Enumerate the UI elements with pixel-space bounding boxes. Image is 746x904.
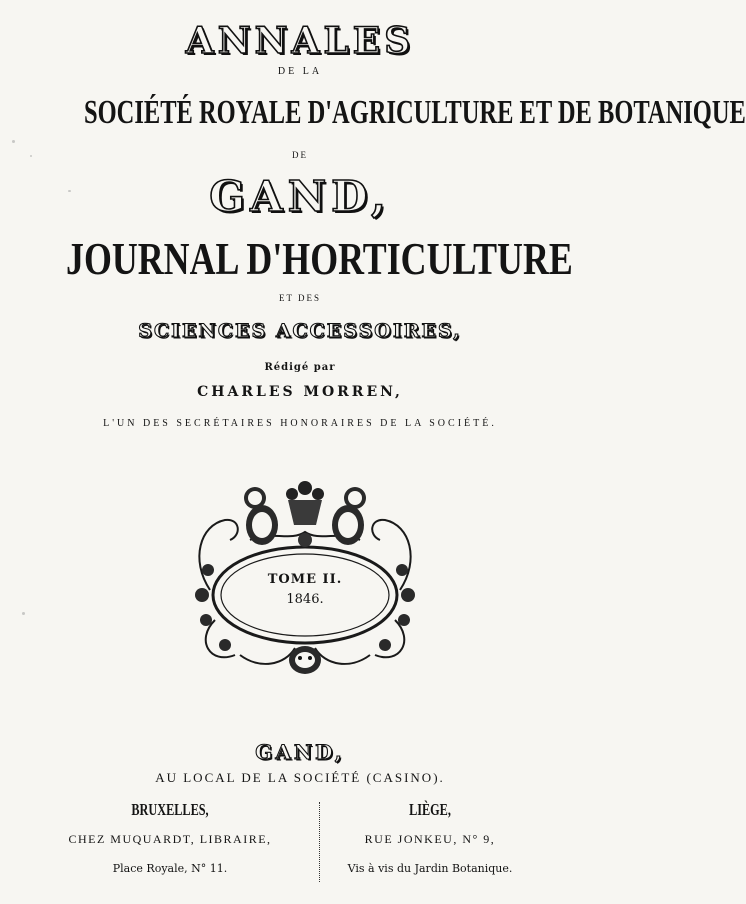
imprint-city: GAND, [255, 740, 345, 764]
redige-par: Rédigé par [264, 362, 336, 373]
bruxelles-city: BRUXELLES, [131, 800, 209, 819]
title-gand: GAND, [209, 172, 391, 221]
bruxelles-publisher: CHEZ MUQUARDT, LIBRAIRE, [68, 832, 272, 846]
tome-year: 1846. [286, 592, 324, 607]
title-et-des: ET DES [278, 293, 322, 303]
title-annales: ANNALES [185, 20, 415, 62]
liege-street: RUE JONKEU, N° 9, [364, 832, 496, 846]
paper-speck [68, 190, 71, 192]
liege-address: Vis à vis du Jardin Botanique. [347, 862, 513, 875]
author-role: L'UN DES SECRÉTAIRES HONORAIRES DE LA SOCIÉTÉ. [103, 418, 497, 429]
paper-speck [22, 612, 25, 615]
paper-speck [30, 155, 32, 157]
title-journal: JOURNAL D'HORTICULTURE [66, 233, 573, 284]
title-de: DE [292, 150, 308, 160]
imprint-local: AU LOCAL DE LA SOCIÉTÉ (CASINO). [155, 770, 445, 785]
title-sciences: SCIENCES ACCESSOIRES, [138, 320, 462, 342]
bruxelles-address: Place Royale, N° 11. [112, 862, 228, 875]
liege-city: LIÈGE, [409, 800, 451, 819]
paper-speck [12, 140, 15, 143]
title-de-la: DE LA [277, 66, 323, 77]
author-name: CHARLES MORREN, [197, 384, 403, 400]
tome-label: TOME II. [267, 572, 343, 587]
title-societe: SOCIÉTÉ ROYALE D'AGRICULTURE ET DE BOTANIQUE [83, 94, 746, 131]
